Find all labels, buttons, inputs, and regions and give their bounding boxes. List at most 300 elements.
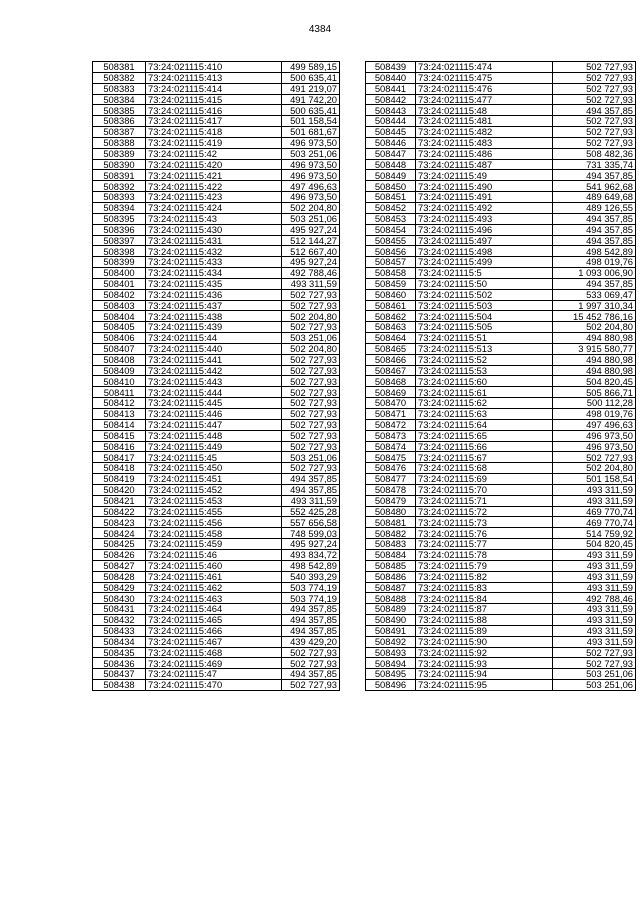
cadastral-number: 73:24:021115:441 — [146, 354, 282, 365]
row-number: 508409 — [93, 365, 146, 376]
row-number: 508447 — [366, 148, 416, 159]
row-number: 508488 — [366, 593, 416, 604]
cadastral-value: 502 727,93 — [282, 354, 340, 365]
cadastral-value: 502 727,93 — [282, 658, 340, 669]
row-number: 508399 — [93, 257, 146, 268]
cadastral-value: 502 727,93 — [553, 83, 636, 94]
table-row — [93, 333, 340, 344]
row-number: 508388 — [93, 137, 146, 148]
cadastral-number: 73:24:021115:461 — [146, 571, 282, 582]
cadastral-value: 502 727,93 — [553, 658, 636, 669]
cadastral-value: 502 727,93 — [553, 62, 636, 73]
cadastral-value: 505 866,71 — [553, 387, 636, 398]
cadastral-value: 502 727,93 — [553, 127, 636, 138]
table-row — [93, 669, 340, 680]
cadastral-value: 502 727,93 — [282, 365, 340, 376]
cadastral-value: 502 727,93 — [282, 387, 340, 398]
table-row — [366, 474, 636, 485]
cadastral-value: 501 158,54 — [553, 474, 636, 485]
table-row — [93, 409, 340, 420]
cadastral-value: 500 635,41 — [282, 72, 340, 83]
cadastral-value: 502 727,93 — [553, 116, 636, 127]
cadastral-number: 73:24:021115:468 — [146, 647, 282, 658]
cadastral-value: 496 973,50 — [282, 192, 340, 203]
register-table-right — [365, 61, 636, 691]
table-row — [93, 105, 340, 116]
cadastral-number: 73:24:021115:72 — [416, 506, 553, 517]
cadastral-number: 73:24:021115:76 — [416, 528, 553, 539]
cadastral-number: 73:24:021115:46 — [146, 549, 282, 560]
row-number: 508424 — [93, 528, 146, 539]
row-number: 508448 — [366, 159, 416, 170]
cadastral-number: 73:24:021115:497 — [416, 235, 553, 246]
cadastral-value: 493 311,59 — [553, 484, 636, 495]
table-row — [93, 311, 340, 322]
table-row — [366, 636, 636, 647]
cadastral-number: 73:24:021115:492 — [416, 202, 553, 213]
cadastral-number: 73:24:021115:466 — [146, 625, 282, 636]
cadastral-value: 495 927,24 — [282, 257, 340, 268]
cadastral-value: 552 425,28 — [282, 506, 340, 517]
table-row — [366, 127, 636, 138]
cadastral-value: 508 482,36 — [553, 148, 636, 159]
cadastral-number: 73:24:021115:77 — [416, 539, 553, 550]
row-number: 508411 — [93, 387, 146, 398]
table-row — [366, 495, 636, 506]
cadastral-value: 499 589,15 — [282, 62, 340, 73]
table-row — [366, 593, 636, 604]
cadastral-value: 469 770,74 — [553, 517, 636, 528]
cadastral-value: 503 251,06 — [282, 452, 340, 463]
register-table-left — [92, 61, 340, 691]
cadastral-number: 73:24:021115:60 — [416, 376, 553, 387]
cadastral-number: 73:24:021115:483 — [416, 137, 553, 148]
cadastral-number: 73:24:021115:89 — [416, 625, 553, 636]
cadastral-value: 504 820,45 — [553, 376, 636, 387]
row-number: 508418 — [93, 463, 146, 474]
cadastral-value: 502 727,93 — [282, 430, 340, 441]
row-number: 508427 — [93, 560, 146, 571]
table-row — [93, 441, 340, 452]
table-row — [93, 343, 340, 354]
table-row — [366, 246, 636, 257]
table-row — [366, 658, 636, 669]
cadastral-number: 73:24:021115:451 — [146, 474, 282, 485]
cadastral-number: 73:24:021115:470 — [146, 680, 282, 691]
row-number: 508468 — [366, 376, 416, 387]
cadastral-value: 491 219,07 — [282, 83, 340, 94]
row-number: 508464 — [366, 333, 416, 344]
row-number: 508387 — [93, 127, 146, 138]
cadastral-number: 73:24:021115:513 — [416, 343, 553, 354]
cadastral-value: 503 251,06 — [553, 669, 636, 680]
row-number: 508429 — [93, 582, 146, 593]
row-number: 508453 — [366, 213, 416, 224]
table-row — [93, 365, 340, 376]
table-row — [366, 354, 636, 365]
cadastral-value: 502 727,93 — [553, 72, 636, 83]
cadastral-value: 489 126,55 — [553, 202, 636, 213]
row-number: 508446 — [366, 137, 416, 148]
row-number: 508401 — [93, 278, 146, 289]
cadastral-number: 73:24:021115:481 — [416, 116, 553, 127]
row-number: 508484 — [366, 549, 416, 560]
cadastral-number: 73:24:021115:475 — [416, 72, 553, 83]
cadastral-number: 73:24:021115:48 — [416, 105, 553, 116]
row-number: 508489 — [366, 604, 416, 615]
cadastral-value: 496 973,50 — [553, 430, 636, 441]
row-number: 508463 — [366, 322, 416, 333]
cadastral-value: 497 496,63 — [553, 419, 636, 430]
cadastral-number: 73:24:021115:456 — [146, 517, 282, 528]
row-number: 508420 — [93, 484, 146, 495]
cadastral-number: 73:24:021115:53 — [416, 365, 553, 376]
cadastral-number: 73:24:021115:465 — [146, 615, 282, 626]
table-row — [93, 398, 340, 409]
row-number: 508443 — [366, 105, 416, 116]
row-number: 508431 — [93, 604, 146, 615]
cadastral-number: 73:24:021115:94 — [416, 669, 553, 680]
table-row — [93, 658, 340, 669]
cadastral-value: 493 311,59 — [553, 582, 636, 593]
table-row — [93, 278, 340, 289]
cadastral-value: 493 311,59 — [553, 625, 636, 636]
row-number: 508389 — [93, 148, 146, 159]
row-number: 508478 — [366, 484, 416, 495]
table-row — [93, 387, 340, 398]
table-row — [366, 376, 636, 387]
table-row — [366, 484, 636, 495]
cadastral-value: 502 727,93 — [282, 322, 340, 333]
row-number: 508408 — [93, 354, 146, 365]
cadastral-value: 494 357,85 — [282, 669, 340, 680]
cadastral-value: 492 788,46 — [553, 593, 636, 604]
row-number: 508441 — [366, 83, 416, 94]
cadastral-value: 493 311,59 — [282, 278, 340, 289]
register-table-left-body — [93, 62, 340, 691]
table-row — [366, 625, 636, 636]
cadastral-number: 73:24:021115:49 — [416, 170, 553, 181]
row-number: 508382 — [93, 72, 146, 83]
cadastral-number: 73:24:021115:50 — [416, 278, 553, 289]
row-number: 508434 — [93, 636, 146, 647]
cadastral-number: 73:24:021115:442 — [146, 365, 282, 376]
row-number: 508406 — [93, 333, 146, 344]
table-row — [366, 582, 636, 593]
row-number: 508472 — [366, 419, 416, 430]
row-number: 508398 — [93, 246, 146, 257]
row-number: 508413 — [93, 409, 146, 420]
table-row — [366, 137, 636, 148]
table-row — [93, 127, 340, 138]
table-row — [93, 192, 340, 203]
cadastral-number: 73:24:021115:82 — [416, 571, 553, 582]
cadastral-number: 73:24:021115:67 — [416, 452, 553, 463]
cadastral-value: 493 311,59 — [553, 571, 636, 582]
cadastral-value: 502 204,80 — [282, 311, 340, 322]
row-number: 508439 — [366, 62, 416, 73]
cadastral-number: 73:24:021115:410 — [146, 62, 282, 73]
cadastral-number: 73:24:021115:467 — [146, 636, 282, 647]
row-number: 508396 — [93, 224, 146, 235]
cadastral-value: 502 204,80 — [282, 343, 340, 354]
row-number: 508465 — [366, 343, 416, 354]
table-row — [366, 289, 636, 300]
cadastral-value: 502 727,93 — [282, 419, 340, 430]
cadastral-number: 73:24:021115:443 — [146, 376, 282, 387]
table-row — [93, 137, 340, 148]
row-number: 508452 — [366, 202, 416, 213]
cadastral-value: 469 770,74 — [553, 506, 636, 517]
cadastral-value: 496 973,50 — [282, 137, 340, 148]
table-row — [366, 333, 636, 344]
cadastral-value: 494 357,85 — [282, 484, 340, 495]
cadastral-number: 73:24:021115:502 — [416, 289, 553, 300]
cadastral-value: 502 727,93 — [553, 94, 636, 105]
cadastral-value: 493 311,59 — [553, 604, 636, 615]
row-number: 508491 — [366, 625, 416, 636]
table-row — [366, 116, 636, 127]
cadastral-number: 73:24:021115:431 — [146, 235, 282, 246]
table-row — [366, 72, 636, 83]
cadastral-value: 502 727,93 — [282, 376, 340, 387]
cadastral-value: 494 357,85 — [553, 278, 636, 289]
table-row — [366, 94, 636, 105]
cadastral-value: 500 112,28 — [553, 398, 636, 409]
table-row — [366, 365, 636, 376]
cadastral-value: 439 429,20 — [282, 636, 340, 647]
cadastral-value: 512 144,27 — [282, 235, 340, 246]
cadastral-value: 1 997 310,34 — [553, 300, 636, 311]
row-number: 508419 — [93, 474, 146, 485]
row-number: 508395 — [93, 213, 146, 224]
cadastral-number: 73:24:021115:505 — [416, 322, 553, 333]
cadastral-value: 493 311,59 — [553, 615, 636, 626]
cadastral-number: 73:24:021115:503 — [416, 300, 553, 311]
cadastral-value: 3 915 580,77 — [553, 343, 636, 354]
cadastral-value: 493 311,59 — [553, 560, 636, 571]
cadastral-number: 73:24:021115:90 — [416, 636, 553, 647]
row-number: 508483 — [366, 539, 416, 550]
row-number: 508458 — [366, 268, 416, 279]
table-row — [93, 680, 340, 691]
table-row — [366, 615, 636, 626]
cadastral-value: 494 357,85 — [553, 213, 636, 224]
cadastral-number: 73:24:021115:463 — [146, 593, 282, 604]
row-number: 508471 — [366, 409, 416, 420]
cadastral-value: 502 727,93 — [282, 398, 340, 409]
table-row — [93, 83, 340, 94]
row-number: 508428 — [93, 571, 146, 582]
cadastral-number: 73:24:021115:42 — [146, 148, 282, 159]
table-row — [366, 463, 636, 474]
cadastral-value: 503 251,06 — [553, 680, 636, 691]
cadastral-number: 73:24:021115:499 — [416, 257, 553, 268]
row-number: 508477 — [366, 474, 416, 485]
cadastral-number: 73:24:021115:52 — [416, 354, 553, 365]
register-table-right-body — [366, 62, 636, 691]
row-number: 508459 — [366, 278, 416, 289]
row-number: 508436 — [93, 658, 146, 669]
cadastral-number: 73:24:021115:504 — [416, 311, 553, 322]
cadastral-number: 73:24:021115:486 — [416, 148, 553, 159]
table-row — [366, 105, 636, 116]
table-row — [93, 517, 340, 528]
cadastral-number: 73:24:021115:415 — [146, 94, 282, 105]
table-row — [366, 311, 636, 322]
cadastral-value: 502 727,93 — [282, 463, 340, 474]
row-number: 508493 — [366, 647, 416, 658]
table-row — [93, 419, 340, 430]
cadastral-value: 493 311,59 — [553, 549, 636, 560]
row-number: 508426 — [93, 549, 146, 560]
cadastral-value: 498 542,89 — [282, 560, 340, 571]
cadastral-value: 491 742,20 — [282, 94, 340, 105]
row-number: 508456 — [366, 246, 416, 257]
cadastral-number: 73:24:021115:414 — [146, 83, 282, 94]
cadastral-value: 492 788,46 — [282, 268, 340, 279]
table-row — [93, 322, 340, 333]
cadastral-value: 495 927,24 — [282, 224, 340, 235]
table-row — [93, 463, 340, 474]
row-number: 508461 — [366, 300, 416, 311]
cadastral-value: 502 727,93 — [282, 300, 340, 311]
row-number: 508404 — [93, 311, 146, 322]
cadastral-number: 73:24:021115:87 — [416, 604, 553, 615]
table-row — [366, 83, 636, 94]
cadastral-number: 73:24:021115:420 — [146, 159, 282, 170]
table-row — [93, 560, 340, 571]
cadastral-number: 73:24:021115:455 — [146, 506, 282, 517]
table-row — [93, 571, 340, 582]
table-row — [366, 571, 636, 582]
cadastral-number: 73:24:021115:474 — [416, 62, 553, 73]
cadastral-value: 489 649,68 — [553, 192, 636, 203]
cadastral-number: 73:24:021115:460 — [146, 560, 282, 571]
cadastral-number: 73:24:021115:446 — [146, 409, 282, 420]
cadastral-number: 73:24:021115:422 — [146, 181, 282, 192]
table-row — [93, 268, 340, 279]
row-number: 508460 — [366, 289, 416, 300]
table-row — [93, 528, 340, 539]
cadastral-value: 496 973,50 — [553, 441, 636, 452]
cadastral-number: 73:24:021115:437 — [146, 300, 282, 311]
row-number: 508390 — [93, 159, 146, 170]
cadastral-number: 73:24:021115:435 — [146, 278, 282, 289]
table-row — [93, 495, 340, 506]
cadastral-value: 500 635,41 — [282, 105, 340, 116]
cadastral-value: 15 452 786,16 — [553, 311, 636, 322]
table-row — [93, 235, 340, 246]
table-row — [93, 582, 340, 593]
table-row — [366, 148, 636, 159]
cadastral-value: 494 357,85 — [282, 474, 340, 485]
cadastral-number: 73:24:021115:421 — [146, 170, 282, 181]
row-number: 508397 — [93, 235, 146, 246]
row-number: 508473 — [366, 430, 416, 441]
cadastral-value: 1 093 006,90 — [553, 268, 636, 279]
row-number: 508451 — [366, 192, 416, 203]
row-number: 508476 — [366, 463, 416, 474]
table-row — [366, 398, 636, 409]
cadastral-number: 73:24:021115:73 — [416, 517, 553, 528]
row-number: 508475 — [366, 452, 416, 463]
row-number: 508383 — [93, 83, 146, 94]
cadastral-number: 73:24:021115:62 — [416, 398, 553, 409]
cadastral-number: 73:24:021115:61 — [416, 387, 553, 398]
cadastral-number: 73:24:021115:487 — [416, 159, 553, 170]
row-number: 508495 — [366, 669, 416, 680]
cadastral-number: 73:24:021115:51 — [416, 333, 553, 344]
table-row — [366, 539, 636, 550]
cadastral-value: 496 973,50 — [282, 170, 340, 181]
cadastral-number: 73:24:021115:83 — [416, 582, 553, 593]
cadastral-value: 502 727,93 — [282, 441, 340, 452]
cadastral-number: 73:24:021115:448 — [146, 430, 282, 441]
row-number: 508425 — [93, 539, 146, 550]
cadastral-number: 73:24:021115:447 — [146, 419, 282, 430]
table-row — [93, 257, 340, 268]
cadastral-number: 73:24:021115:434 — [146, 268, 282, 279]
row-number: 508490 — [366, 615, 416, 626]
row-number: 508450 — [366, 181, 416, 192]
row-number: 508386 — [93, 116, 146, 127]
row-number: 508423 — [93, 517, 146, 528]
cadastral-value: 503 774,19 — [282, 582, 340, 593]
table-row — [93, 72, 340, 83]
cadastral-number: 73:24:021115:439 — [146, 322, 282, 333]
cadastral-value: 493 834,72 — [282, 549, 340, 560]
table-row — [366, 213, 636, 224]
row-number: 508469 — [366, 387, 416, 398]
cadastral-number: 73:24:021115:477 — [416, 94, 553, 105]
row-number: 508392 — [93, 181, 146, 192]
cadastral-value: 494 357,85 — [553, 170, 636, 181]
cadastral-value: 503 251,06 — [282, 213, 340, 224]
row-number: 508467 — [366, 365, 416, 376]
cadastral-number: 73:24:021115:88 — [416, 615, 553, 626]
cadastral-number: 73:24:021115:491 — [416, 192, 553, 203]
table-row — [366, 680, 636, 691]
cadastral-value: 502 727,93 — [282, 409, 340, 420]
table-row — [93, 246, 340, 257]
row-number: 508454 — [366, 224, 416, 235]
row-number: 508384 — [93, 94, 146, 105]
cadastral-number: 73:24:021115:476 — [416, 83, 553, 94]
cadastral-number: 73:24:021115:453 — [146, 495, 282, 506]
cadastral-value: 498 542,89 — [553, 246, 636, 257]
cadastral-number: 73:24:021115:462 — [146, 582, 282, 593]
row-number: 508403 — [93, 300, 146, 311]
cadastral-value: 557 656,58 — [282, 517, 340, 528]
row-number: 508385 — [93, 105, 146, 116]
table-row — [366, 278, 636, 289]
table-row — [366, 528, 636, 539]
cadastral-number: 73:24:021115:63 — [416, 409, 553, 420]
row-number: 508445 — [366, 127, 416, 138]
cadastral-number: 73:24:021115:65 — [416, 430, 553, 441]
cadastral-number: 73:24:021115:70 — [416, 484, 553, 495]
cadastral-number: 73:24:021115:464 — [146, 604, 282, 615]
table-row — [366, 647, 636, 658]
table-row — [366, 604, 636, 615]
row-number: 508474 — [366, 441, 416, 452]
row-number: 508430 — [93, 593, 146, 604]
row-number: 508414 — [93, 419, 146, 430]
row-number: 508407 — [93, 343, 146, 354]
cadastral-value: 495 927,24 — [282, 539, 340, 550]
table-row — [93, 430, 340, 441]
